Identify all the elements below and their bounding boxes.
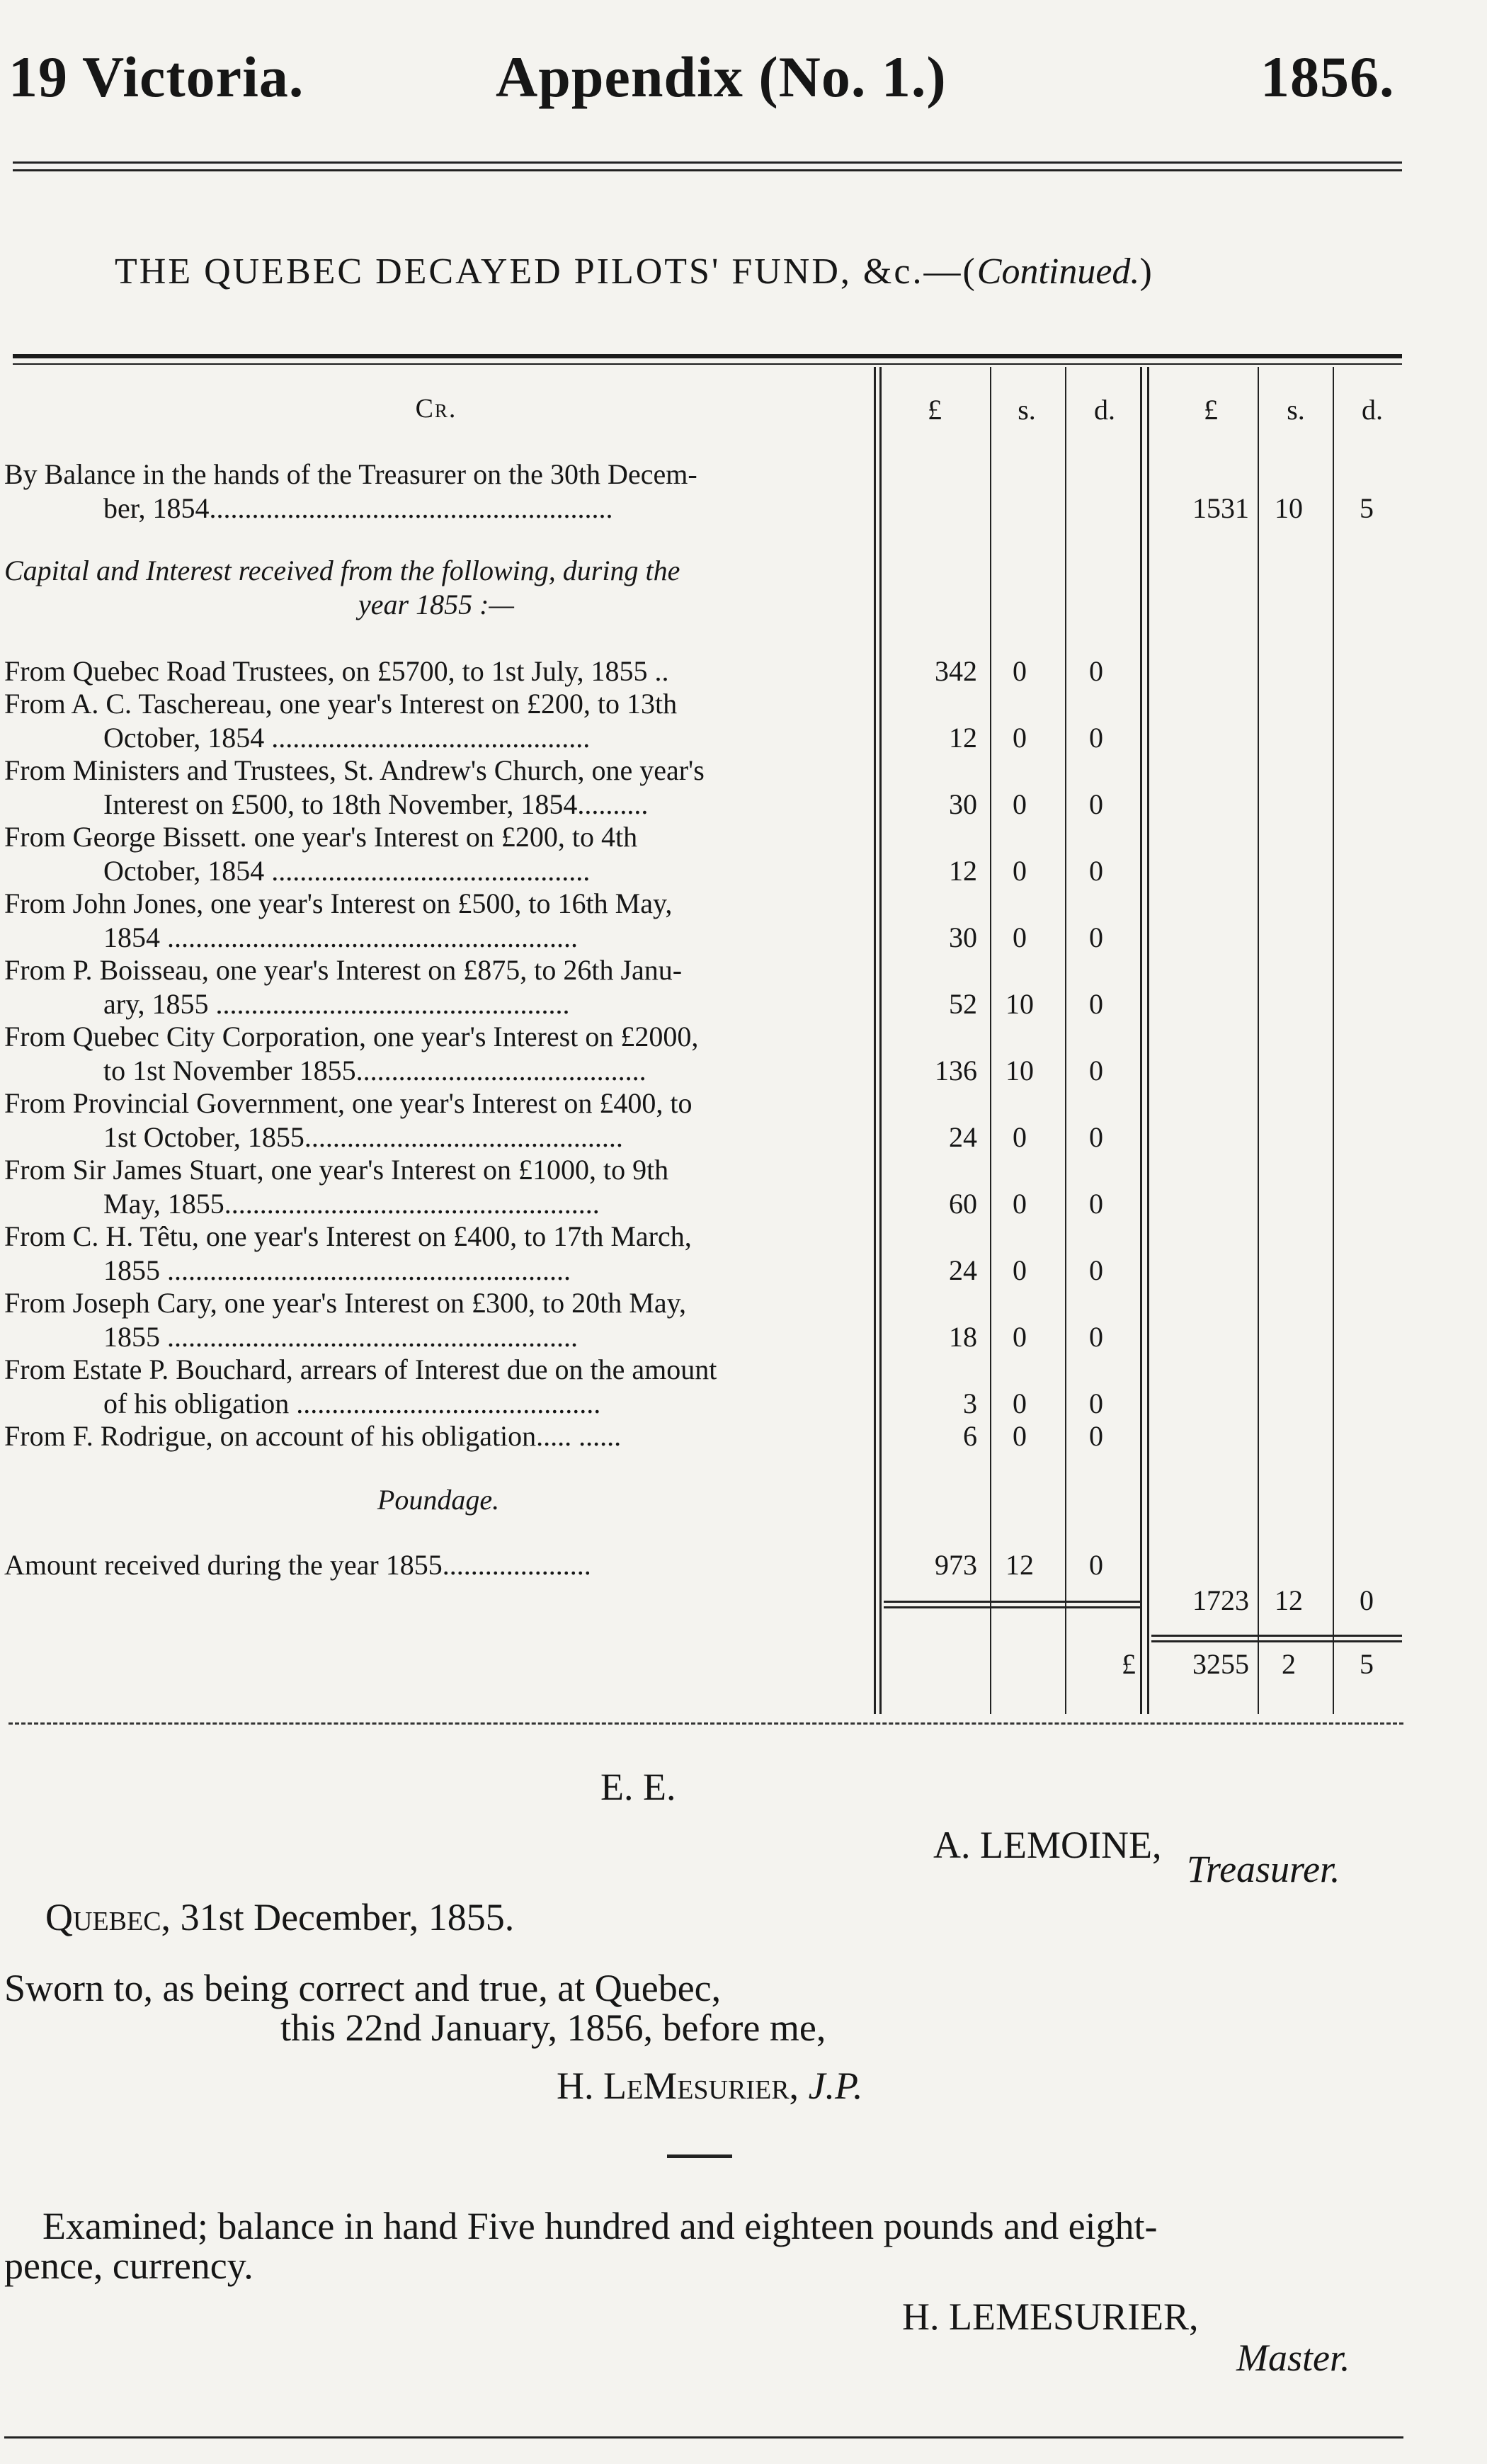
opening-balance-description: By Balance in the hands of the Treasurer on the 30th Decem- ber, 1854......................................................... bbox=[4, 458, 697, 524]
column-divider bbox=[879, 367, 882, 1714]
amount-shillings: 12 bbox=[1005, 1549, 1034, 1581]
grand-total-pence: 5 bbox=[1360, 1648, 1374, 1680]
row-pence: 0 bbox=[1089, 1188, 1103, 1220]
examined-line1: Examined; balance in hand Five hundred and eighteen pounds and eight- bbox=[42, 2205, 1158, 2247]
header-divider bbox=[13, 161, 1402, 171]
row-pence: 0 bbox=[1089, 1321, 1103, 1353]
subtotal-rule bbox=[884, 1606, 1140, 1608]
section-heading: Capital and Interest received from the following, during the year 1855 :— bbox=[4, 555, 680, 620]
row-pounds: 24 bbox=[949, 1254, 977, 1286]
row-pounds: 6 bbox=[963, 1420, 977, 1452]
year-label: 1856. bbox=[1260, 45, 1395, 109]
table-row: From Joseph Cary, one year's Interest on £300, to 20th May, 1855 .......................................................... bbox=[4, 1287, 686, 1353]
row-pence: 0 bbox=[1089, 788, 1103, 820]
table-row: From C. H. Têtu, one year's Interest on £400, to 17th March, 1855 ......................................................... bbox=[4, 1220, 692, 1286]
row-pence: 0 bbox=[1089, 1254, 1103, 1286]
column-divider bbox=[1147, 367, 1149, 1714]
column-header-shillings-total: s. bbox=[1287, 394, 1305, 426]
row-shillings: 0 bbox=[1013, 855, 1027, 887]
subtotal-rule bbox=[884, 1601, 1140, 1603]
table-bottom-rule bbox=[8, 1722, 1403, 1725]
treasurer-title: Treasurer. bbox=[1187, 1848, 1340, 1890]
row-shillings: 0 bbox=[1013, 788, 1027, 820]
table-row: From Provincial Government, one year's Interest on £400, to 1st October, 1855............................................. bbox=[4, 1087, 693, 1153]
column-divider bbox=[1140, 367, 1142, 1714]
grand-total-shillings: 2 bbox=[1282, 1648, 1296, 1680]
amount-received-row: Amount received during the year 1855..................... bbox=[4, 1549, 591, 1581]
total-rule bbox=[1151, 1640, 1402, 1642]
column-divider bbox=[1333, 367, 1334, 1714]
row-pence: 0 bbox=[1089, 855, 1103, 887]
row-pounds: 12 bbox=[949, 722, 977, 754]
appendix-label: Appendix (No. 1.) bbox=[496, 45, 947, 109]
table-row: From P. Boisseau, one year's Interest on £875, to 26th Janu- ary, 1855 .................................................. bbox=[4, 954, 683, 1020]
row-pounds: 30 bbox=[949, 921, 977, 953]
row-shillings: 0 bbox=[1013, 1121, 1027, 1153]
row-pounds: 18 bbox=[949, 1321, 977, 1353]
table-row: From Estate P. Bouchard, arrears of Interest due on the amount of his obligation ........................................... bbox=[4, 1353, 717, 1419]
section-divider bbox=[667, 2154, 732, 2158]
row-pence: 0 bbox=[1089, 655, 1103, 687]
row-pence: 0 bbox=[1089, 1121, 1103, 1153]
column-header-shillings: s. bbox=[1018, 394, 1036, 426]
column-divider bbox=[874, 367, 876, 1714]
page-bottom-rule bbox=[4, 2436, 1403, 2439]
column-header-pence: d. bbox=[1094, 394, 1115, 426]
table-top-rule bbox=[13, 354, 1402, 358]
sworn-statement-line2: this 22nd January, 1856, before me, bbox=[280, 2006, 826, 2049]
master-name: H. LEMESURIER, bbox=[902, 2295, 1199, 2338]
column-header-pence-total: d. bbox=[1362, 394, 1383, 426]
total-rule bbox=[1151, 1635, 1402, 1637]
justice-signature: H. LeMesurier, J.P. bbox=[557, 2065, 863, 2107]
table-row: From John Jones, one year's Interest on £500, to 16th May, 1854 .......................................................... bbox=[4, 887, 673, 953]
row-pounds: 3 bbox=[963, 1387, 977, 1419]
table-row: From Quebec City Corporation, one year's Interest on £2000, to 1st November 1855......................................... bbox=[4, 1021, 699, 1086]
row-shillings: 0 bbox=[1013, 1420, 1027, 1452]
row-pounds: 12 bbox=[949, 855, 977, 887]
row-pounds: 30 bbox=[949, 788, 977, 820]
errors-excepted: E. E. bbox=[600, 1766, 676, 1808]
table-row: From A. C. Taschereau, one year's Interest on £200, to 13th October, 1854 ............................................. bbox=[4, 688, 678, 754]
row-pounds: 24 bbox=[949, 1121, 977, 1153]
row-shillings: 0 bbox=[1013, 655, 1027, 687]
session-label: 19 Victoria. bbox=[8, 45, 304, 109]
column-header-pounds-total: £ bbox=[1204, 394, 1218, 426]
row-shillings: 10 bbox=[1005, 1055, 1034, 1086]
row-shillings: 10 bbox=[1005, 988, 1034, 1020]
table-row: From Quebec Road Trustees, on £5700, to 1st July, 1855 .. bbox=[4, 655, 669, 687]
row-shillings: 0 bbox=[1013, 1188, 1027, 1220]
table-row: From F. Rodrigue, on account of his obligation..... ...... bbox=[4, 1420, 622, 1452]
column-divider bbox=[1065, 367, 1066, 1714]
amount-pence: 0 bbox=[1089, 1549, 1103, 1581]
examined-line2: pence, currency. bbox=[4, 2244, 253, 2287]
poundage-heading: Poundage. bbox=[377, 1484, 500, 1516]
table-row: From George Bissett. one year's Interest on £200, to 4th October, 1854 ............................................. bbox=[4, 821, 638, 887]
opening-balance-shillings: 10 bbox=[1275, 492, 1303, 524]
row-pounds: 342 bbox=[935, 655, 977, 687]
table-top-rule-thin bbox=[13, 363, 1402, 365]
row-shillings: 0 bbox=[1013, 1254, 1027, 1286]
subtotal-pence: 0 bbox=[1360, 1584, 1374, 1616]
column-header-pounds: £ bbox=[928, 394, 942, 426]
row-pence: 0 bbox=[1089, 722, 1103, 754]
subtotal-pounds: 1723 bbox=[1192, 1584, 1249, 1616]
row-pence: 0 bbox=[1089, 1055, 1103, 1086]
row-pence: 0 bbox=[1089, 921, 1103, 953]
row-pence: 0 bbox=[1089, 988, 1103, 1020]
grand-total-pounds: 3255 bbox=[1192, 1648, 1249, 1680]
row-pence: 0 bbox=[1089, 1420, 1103, 1452]
row-shillings: 0 bbox=[1013, 722, 1027, 754]
table-row: From Sir James Stuart, one year's Interest on £1000, to 9th May, 1855..................................................... bbox=[4, 1154, 669, 1220]
credit-side-label: Cr. bbox=[415, 394, 457, 424]
treasurer-name: A. LEMOINE, bbox=[933, 1824, 1162, 1866]
table-row: From Ministers and Trustees, St. Andrew's Church, one year's Interest on £500, to 18th November, 1854.......... bbox=[4, 754, 705, 820]
column-divider bbox=[990, 367, 991, 1714]
row-shillings: 0 bbox=[1013, 921, 1027, 953]
master-title: Master. bbox=[1236, 2337, 1350, 2379]
subtotal-shillings: 12 bbox=[1275, 1584, 1303, 1616]
document-title: THE QUEBEC DECAYED PILOTS' FUND, &c.—(Continued.) bbox=[115, 251, 1154, 292]
opening-balance-pounds: 1531 bbox=[1192, 492, 1249, 524]
place-date: Quebec, 31st December, 1855. bbox=[45, 1896, 515, 1938]
row-shillings: 0 bbox=[1013, 1321, 1027, 1353]
amount-pounds: 973 bbox=[935, 1549, 977, 1581]
ledger-table bbox=[0, 354, 1402, 1714]
row-pence: 0 bbox=[1089, 1387, 1103, 1419]
opening-balance-pence: 5 bbox=[1360, 492, 1374, 524]
row-pounds: 60 bbox=[949, 1188, 977, 1220]
row-pounds: 136 bbox=[935, 1055, 977, 1086]
sworn-statement-line1: Sworn to, as being correct and true, at Quebec, bbox=[4, 1967, 722, 2009]
total-currency-symbol: £ bbox=[1122, 1648, 1136, 1680]
row-shillings: 0 bbox=[1013, 1387, 1027, 1419]
row-pounds: 52 bbox=[949, 988, 977, 1020]
column-divider bbox=[1258, 367, 1259, 1714]
